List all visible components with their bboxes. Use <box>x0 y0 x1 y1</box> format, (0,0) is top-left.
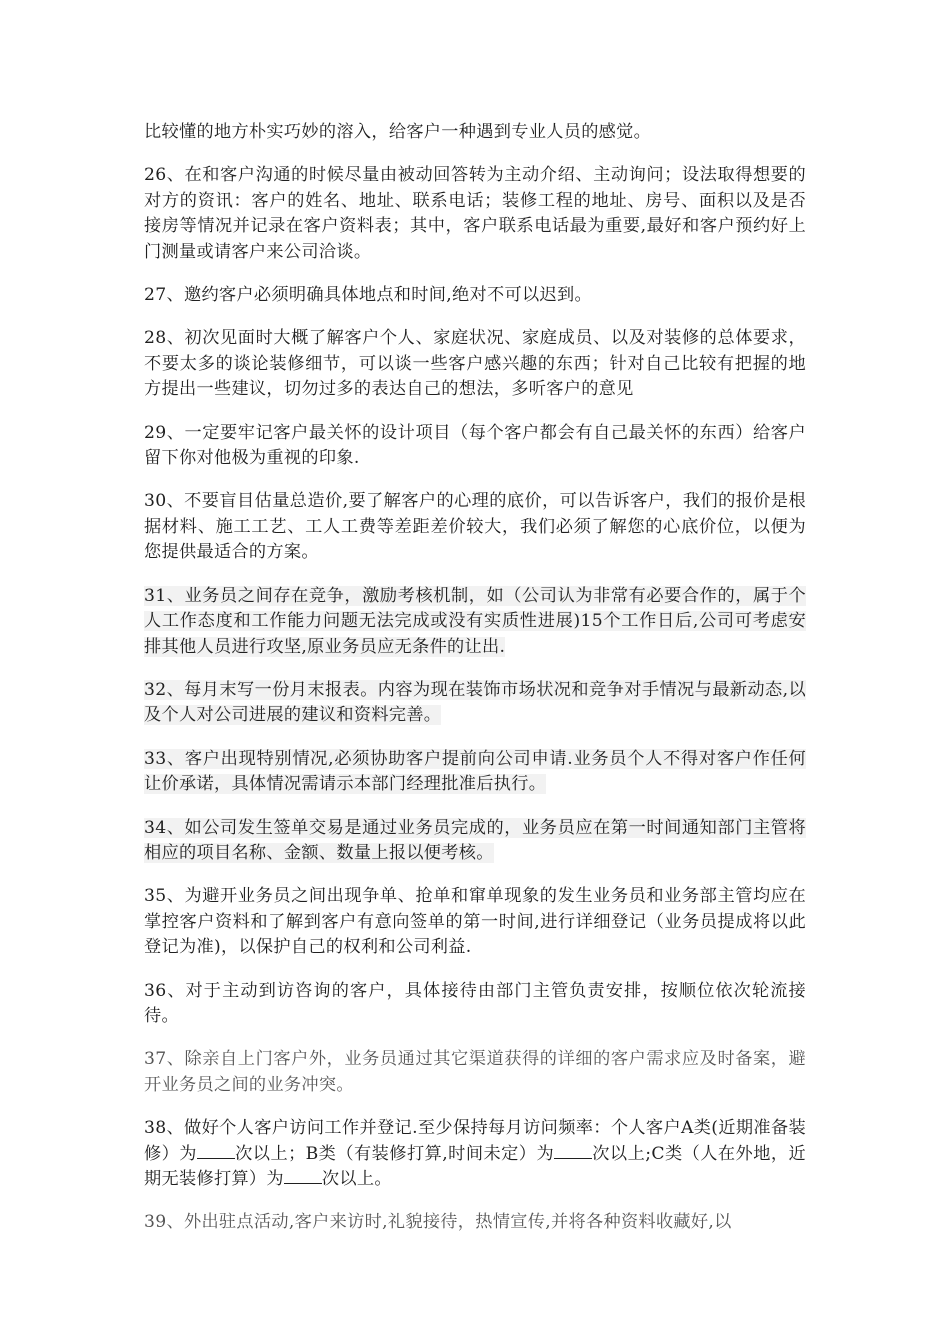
paragraph-34-text: 34、如公司发生签单交易是通过业务员完成的，业务员应在第一时间通知部门主管将相应的项目名称、金额、数量上报以便考核。 <box>144 817 806 863</box>
paragraph-36: 36、对于主动到访咨询的客户，具体接待由部门主管负责安排，按顺位依次轮流接待。 <box>144 980 806 1026</box>
paragraph-33-text: 33、客户出现特别情况,必须协助客户提前向公司申请.业务员个人不得对客户作任何让价承诺，具体情况需请示本部门经理批准后执行。 <box>144 748 806 795</box>
fill-blank-c <box>284 1167 322 1184</box>
paragraph-35: 35、为避开业务员之间出现争单、抢单和窜单现象的发生业务员和业务部主管均应在掌控客户资料和了解到客户有意向签单的第一时间,进行详细登记（业务员提成将以此登记为准)，以保护自己的权利和公司利益. <box>144 886 806 958</box>
paragraph-31-text: 31、业务员之间存在竞争，激励考核机制，如（公司认为非常有必要合作的，属于个人工作态度和工作能力问题无法完成或没有实质性进展)15个工作日后,公司可考虑安排其他人员进行攻坚,原业务员应无条件的让出. <box>144 585 806 657</box>
paragraph-33 <box>144 747 806 798</box>
paragraph-38 <box>144 1116 806 1192</box>
paragraph-25-continuation: 比较懂的地方朴实巧妙的溶入，给客户一种遇到专业人员的感觉。 <box>144 122 652 142</box>
paragraph-26: 26、在和客户沟通的时候尽量由被动回答转为主动介绍、主动询问；设法取得想要的对方的资讯：客户的姓名、地址、联系电话；装修工程的地址、房号、面积以及是否接房等情况并记录在客户资料表；其中，客户联系电话最为重要,最好和客户预约好上门测量或请客户来公司洽谈。 <box>144 165 806 262</box>
paragraph-34 <box>144 816 806 867</box>
paragraph-32-text: 32、每月末写一份月末报表。内容为现在装饰市场状况和竞争对手情况与最新动态,以及个人对公司进展的建议和资料完善。 <box>144 679 806 726</box>
paragraph-29: 29、一定要牢记客户最关怀的设计项目（每个客户都会有自己最关怀的东西）给客户留下你对他极为重视的印象. <box>144 422 806 469</box>
fill-blank-a <box>197 1142 235 1159</box>
paragraph-27: 27、邀约客户必须明确具体地点和时间,绝对不可以迟到。 <box>144 285 592 306</box>
paragraph-38-part-1: 38、做好个人客户访问工作并登记.至少保持每月访问频率：个人客户A类(近期准备装修）为 <box>144 1118 806 1164</box>
document-body <box>144 120 806 1254</box>
paragraph-28: 28、初次见面时大概了解客户个人、家庭状况、家庭成员、以及对装修的总体要求，不要太多的谈论装修细节，可以谈一些客户感兴趣的东西；针对自己比较有把握的地方提出一些建议，切勿过多的表达自己的想法，多听客户的意见 <box>144 328 806 400</box>
paragraph-32 <box>144 678 806 729</box>
paragraph-38-part-3: 次以上;C类（人在外地，近期无装修打算）为 <box>144 1143 807 1189</box>
paragraph-30: 30、不要盲目估量总造价,要了解客户的心理的底价，可以告诉客户，我们的报价是根据材料、施工工艺、工人工费等差距差价较大，我们必须了解您的心底价位，以便为您提供最适合的方案。 <box>144 491 806 563</box>
paragraph-37: 37、除亲自上门客户外，业务员通过其它渠道获得的详细的客户需求应及时备案，避开业务员之间的业务冲突。 <box>144 1049 806 1095</box>
paragraph-31 <box>144 584 806 660</box>
paragraph-38-part-2: 次以上；B类（有装修打算,时间未定）为 <box>234 1143 555 1164</box>
fill-blank-b <box>554 1142 592 1159</box>
paragraph-39: 39、外出驻点活动,客户来访时,礼貌接待，热情宣传,并将各种资料收藏好,以 <box>144 1212 732 1233</box>
paragraph-38-part-4: 次以上。 <box>321 1169 392 1189</box>
